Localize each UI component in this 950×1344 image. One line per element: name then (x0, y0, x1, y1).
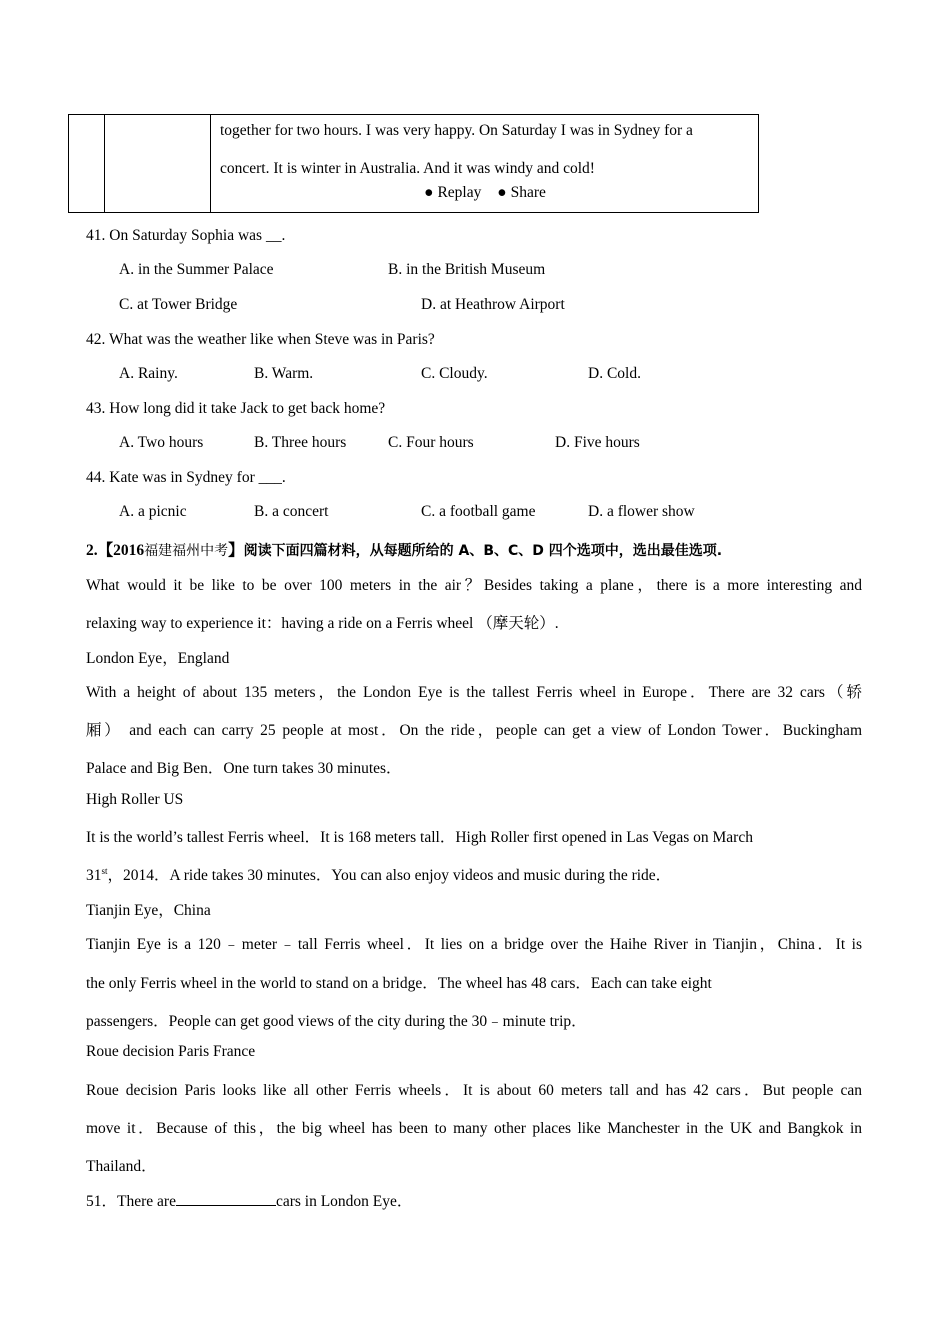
option-41-c: C. at Tower Bridge (119, 296, 238, 313)
question-43 (86, 400, 385, 418)
question-number: 51． (86, 1193, 118, 1210)
question-text: On Saturday Sophia was __. (109, 227, 286, 244)
replay-label: Replay (437, 184, 482, 201)
date-suffix: st (101, 866, 108, 876)
question-42 (86, 331, 435, 349)
wheel-text-line: Roue decision Paris looks like all other Ferris wheels．It is about 60 meters tall and has 42 cars．But people can (86, 1082, 862, 1099)
section-instruction: 阅读下面四篇材料，从每题所给的 A、B、C、D 四个选项中，选出最佳选项. (243, 543, 723, 559)
replay-action[interactable] (424, 184, 481, 201)
question-41 (86, 227, 285, 245)
question-number: 43. (86, 400, 106, 417)
option-44-a: A. a picnic (119, 503, 187, 520)
option-44-d: D. a flower show (588, 503, 695, 520)
wheel-text-line: It is the world’s tallest Ferris wheel．It is 168 meters tall．High Roller first opened in Las Vegas on March (86, 829, 753, 846)
bullet-icon: ● (424, 184, 434, 201)
question-text: Kate was in Sydney for ___. (109, 469, 286, 486)
wheel-text-line: move it．Because of this，the big wheel has been to many other places like Manchester in the UK and Bangkok in (86, 1120, 862, 1137)
question-text: What was the weather like when Steve was in Paris? (108, 331, 435, 348)
intro-line: What would it be like to be over 100 meters in the air？Besides taking a plane，there is a more interesting and (86, 577, 862, 594)
wheel-heading: High Roller US (86, 791, 184, 808)
option-42-c: C. Cloudy. (421, 365, 488, 382)
wheel-heading: Roue decision Paris France (86, 1043, 256, 1060)
answer-blank[interactable] (176, 1191, 276, 1206)
option-41-d: D. at Heathrow Airport (421, 296, 565, 313)
share-label: Share (510, 184, 546, 201)
section-bracket: 】 (228, 542, 244, 559)
passage-line: together for two hours. I was very happy. On Saturday I was in Sydney for a (220, 122, 693, 139)
question-number: 41. (86, 227, 106, 244)
wheel-heading: Tianjin Eye，China (86, 902, 211, 919)
table-cell-empty-1 (69, 115, 105, 213)
option-41-a: A. in the Summer Palace (119, 261, 274, 278)
date-rest: ，2014．A ride takes 30 minutes．You can also enjoy videos and music during the ride． (107, 867, 672, 884)
wheel-text-line: 厢） and each can carry 25 people at most．On the ride，people can get a view of London Tower．Buckingham (86, 722, 862, 739)
question-text-before: There are (117, 1193, 176, 1210)
option-41-b: B. in the British Museum (388, 261, 546, 278)
wheel-text-line: passengers．People can get good views of the city during the 30﹣minute trip． (86, 1013, 587, 1030)
wheel-date-line (86, 863, 671, 885)
date-day: 31 (86, 867, 102, 884)
intro-line: relaxing way to experience it：having a ride on a Ferris wheel （摩天轮）. (86, 615, 559, 632)
table-cell-passage (211, 115, 759, 213)
wheel-text-line: Palace and Big Ben．One turn takes 30 minutes． (86, 760, 402, 777)
section-source: 福建福州中考 (144, 543, 229, 559)
wheel-text-line: Thailand． (86, 1158, 157, 1175)
wheel-text-line: Tianjin Eye is a 120﹣meter﹣tall Ferris wheel．It lies on a bridge over the Haihe River in Tianjin，China．It is (86, 936, 862, 953)
option-44-b: B. a concert (254, 503, 329, 520)
question-44 (86, 469, 286, 487)
table-cell-empty-2 (105, 115, 211, 213)
share-action[interactable] (497, 184, 546, 201)
question-text: How long did it take Jack to get back home? (109, 400, 386, 417)
section-2-header (86, 538, 722, 560)
section-prefix: 2.【2016 (86, 542, 145, 559)
wheel-text-line: With a height of about 135 meters，the London Eye is the tallest Ferris wheel in Europe．There are 32 cars（轿 (86, 684, 862, 701)
question-number: 42. (86, 331, 106, 348)
option-43-c: C. Four hours (388, 434, 474, 451)
wheel-heading: London Eye，England (86, 650, 230, 667)
passage-table-fragment (68, 114, 759, 213)
option-44-c: C. a football game (421, 503, 536, 520)
option-43-b: B. Three hours (254, 434, 347, 451)
passage-line: concert. It is winter in Australia. And it was windy and cold! (220, 160, 595, 177)
option-42-b: B. Warm. (254, 365, 314, 382)
wheel-text-line: the only Ferris wheel in the world to stand on a bridge．The wheel has 48 cars．Each can take eight (86, 975, 712, 992)
option-43-d: D. Five hours (555, 434, 640, 451)
option-43-a: A. Two hours (119, 434, 204, 451)
question-51 (86, 1189, 412, 1211)
question-number: 44. (86, 469, 106, 486)
bullet-icon: ● (497, 184, 507, 201)
option-42-a: A. Rainy. (119, 365, 178, 382)
option-42-d: D. Cold. (588, 365, 641, 382)
question-text-after: cars in London Eye． (275, 1193, 413, 1210)
